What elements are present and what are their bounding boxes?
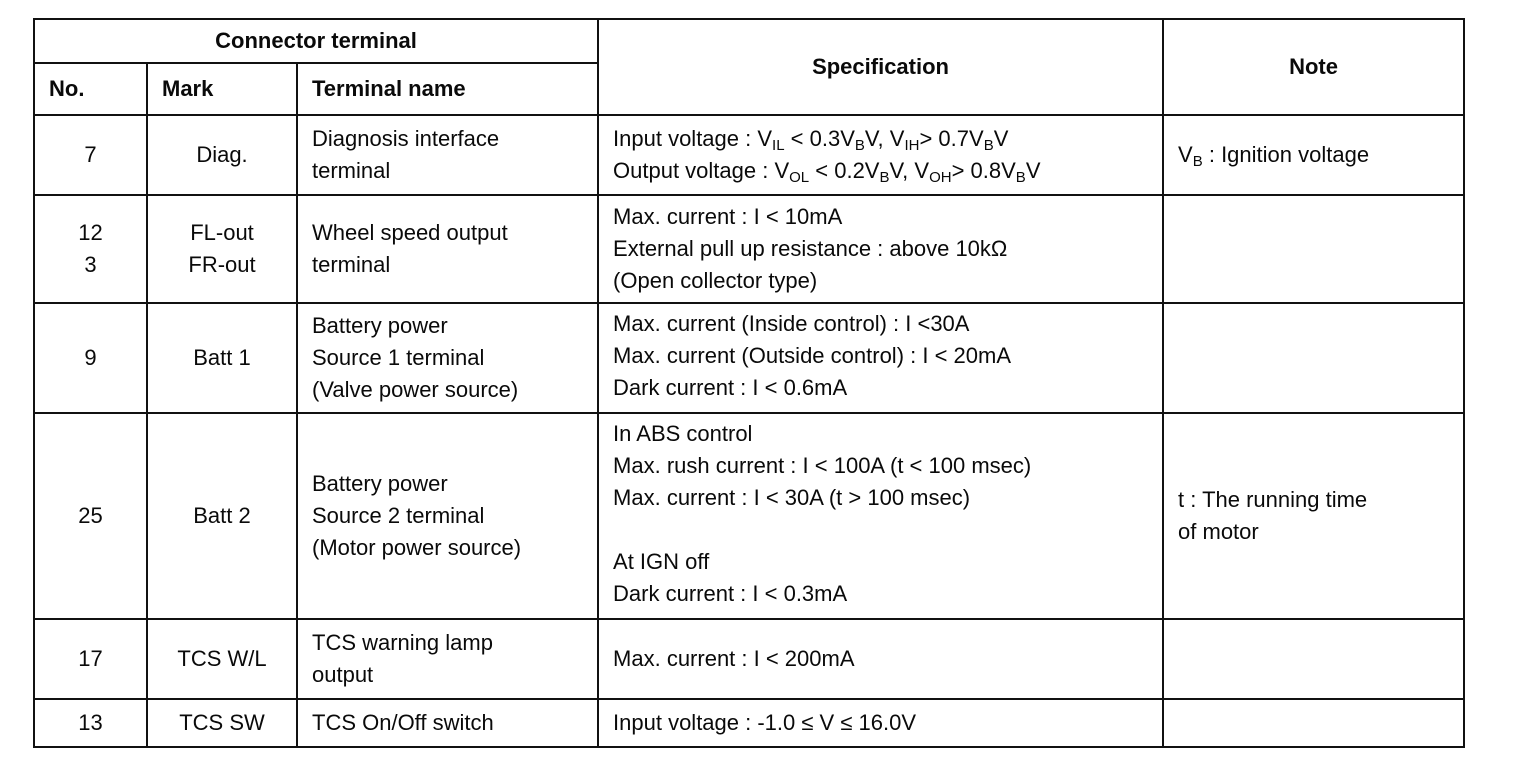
no-line: 7	[84, 142, 97, 167]
note-line: t : The running time	[1178, 487, 1368, 512]
terminal-mark-cell	[147, 413, 297, 619]
no-line: 13	[78, 710, 103, 735]
terminal-number-cell	[34, 699, 147, 747]
name-line: Battery power	[312, 313, 448, 338]
note-cell	[1163, 303, 1464, 413]
terminal-number-cell	[34, 115, 147, 195]
terminal-name-cell	[297, 115, 598, 195]
mark-header: Mark	[147, 63, 297, 115]
spec-line: Input voltage : $V_{IL} < 0.3V_BV$, $V_{IH}> 0.7V_BV$	[613, 126, 1009, 154]
mark-line: Batt 2	[193, 503, 251, 528]
no-header: No.	[34, 63, 147, 115]
specification-cell	[598, 413, 1163, 619]
name-line: terminal	[312, 158, 391, 183]
name-line: terminal	[312, 252, 391, 277]
no-line: 12	[78, 220, 103, 245]
name-line: TCS On/Off switch	[312, 710, 494, 735]
spec-line: Max. current (Inside control) : I <30A	[613, 311, 970, 336]
terminal-name-cell	[297, 195, 598, 303]
name-line: output	[312, 662, 374, 687]
no-line: 25	[78, 503, 103, 528]
specification-header: Specification	[598, 19, 1163, 115]
terminal-mark-cell	[147, 303, 297, 413]
mark-line: FL-out	[190, 220, 254, 245]
spec-line	[613, 514, 1162, 546]
terminal-name-cell	[297, 413, 598, 619]
terminal-name-cell	[297, 699, 598, 747]
terminal-number-cell	[34, 195, 147, 303]
table-row	[34, 699, 1464, 747]
terminal-mark-cell	[147, 619, 297, 699]
terminal-number-cell	[34, 413, 147, 619]
spec-line: Input voltage : -1.0 ≤ V ≤ 16.0V	[613, 710, 917, 735]
specification-cell	[598, 619, 1163, 699]
terminal-mark-cell	[147, 115, 297, 195]
spec-line: Max. current : I < 30A (t > 100 msec)	[613, 485, 971, 510]
note-line: $V_B$ : Ignition voltage	[1178, 142, 1370, 170]
mark-line: TCS W/L	[177, 646, 267, 671]
note-cell	[1163, 619, 1464, 699]
terminal-name-header: Terminal name	[297, 63, 598, 115]
spec-line: Output voltage : $V_{OL} < 0.2V_BV$, $V_{OH}> 0.8V_BV$	[613, 158, 1041, 186]
no-line: 9	[84, 345, 97, 370]
name-line: (Motor power source)	[312, 535, 522, 560]
name-line: (Valve power source)	[312, 377, 519, 402]
note-header: Note	[1163, 19, 1464, 115]
specification-cell	[598, 115, 1163, 195]
terminal-name-cell	[297, 303, 598, 413]
spec-line: External pull up resistance : above 10kΩ	[613, 236, 1008, 261]
spec-line: Dark current : I < 0.6mA	[613, 375, 848, 400]
name-line: Wheel speed output	[312, 220, 508, 245]
mark-line: Diag.	[196, 142, 248, 167]
connector-spec-table	[33, 18, 1465, 748]
table-body	[34, 115, 1464, 747]
spec-line: Max. current : I < 10mA	[613, 204, 843, 229]
note-cell	[1163, 115, 1464, 195]
connector-terminal-header: Connector terminal	[34, 19, 598, 63]
note-cell	[1163, 699, 1464, 747]
name-line: Source 2 terminal	[312, 503, 485, 528]
specification-cell	[598, 303, 1163, 413]
no-line: 3	[84, 252, 97, 277]
spec-line: (Open collector type)	[613, 268, 818, 293]
spec-line: Dark current : I < 0.3mA	[613, 581, 848, 606]
spec-line: At IGN off	[613, 549, 710, 574]
mark-line: Batt 1	[193, 345, 251, 370]
specification-cell	[598, 195, 1163, 303]
table-row	[34, 619, 1464, 699]
note-cell	[1163, 413, 1464, 619]
name-line: TCS warning lamp	[312, 630, 493, 655]
terminal-number-cell	[34, 619, 147, 699]
table-row	[34, 195, 1464, 303]
mark-line: TCS SW	[179, 710, 265, 735]
table-row	[34, 303, 1464, 413]
terminal-number-cell	[34, 303, 147, 413]
spec-line: Max. current (Outside control) : I < 20mA	[613, 343, 1012, 368]
spec-line: Max. rush current : I < 100A (t < 100 msec)	[613, 453, 1032, 478]
spec-line: Max. current : I < 200mA	[613, 646, 855, 671]
name-line: Source 1 terminal	[312, 345, 485, 370]
note-cell	[1163, 195, 1464, 303]
spec-line: In ABS control	[613, 421, 753, 446]
mark-line: FR-out	[188, 252, 256, 277]
terminal-mark-cell	[147, 699, 297, 747]
table-row	[34, 413, 1464, 619]
table-row	[34, 115, 1464, 195]
terminal-name-cell	[297, 619, 598, 699]
name-line: Diagnosis interface	[312, 126, 500, 151]
specification-cell	[598, 699, 1163, 747]
name-line: Battery power	[312, 471, 448, 496]
terminal-mark-cell	[147, 195, 297, 303]
note-line: of motor	[1178, 519, 1259, 544]
no-line: 17	[78, 646, 103, 671]
